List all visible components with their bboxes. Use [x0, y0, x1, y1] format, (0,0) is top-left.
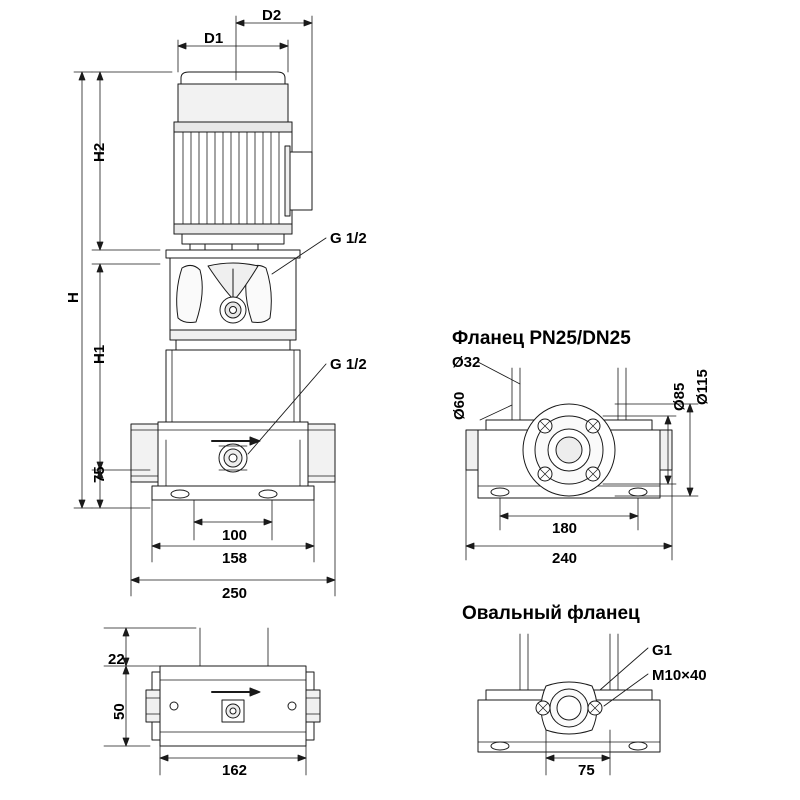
callout-g1: G1: [652, 642, 673, 659]
dimension-158: 158: [222, 550, 248, 567]
dimension-d60: Ø60: [451, 391, 468, 420]
dimension-100: 100: [222, 527, 248, 544]
dimension-d32: Ø32: [452, 354, 481, 371]
dimension-d85: Ø85: [671, 382, 688, 411]
dimension-162: 162: [222, 762, 248, 779]
callout-g-half-bottom: G 1/2: [330, 356, 367, 373]
dimension-50: 50: [111, 703, 128, 720]
dimension-75-height: 75: [91, 466, 108, 483]
dimension-d1: D1: [204, 30, 224, 47]
dimension-250: 250: [222, 585, 248, 602]
callout-g-half-top: G 1/2: [330, 230, 367, 247]
dimension-d2: D2: [262, 7, 282, 24]
flange-view-geometry: [466, 368, 672, 498]
dimension-h2: H2: [91, 142, 108, 162]
dimension-h: H: [65, 292, 82, 303]
front-view-geometry: [131, 72, 335, 500]
dimension-h1: H1: [91, 344, 108, 364]
oval-flange-section-title: Овальный фланец: [462, 603, 640, 624]
callout-m10x40: M10×40: [652, 667, 707, 684]
flange-section-title: Фланец PN25/DN25: [452, 328, 631, 349]
oval-flange-view-geometry: [478, 634, 660, 752]
top-view-geometry: [146, 628, 320, 746]
dimension-240: 240: [552, 550, 578, 567]
dimension-d115: Ø115: [694, 369, 711, 405]
dimension-22: 22: [108, 651, 125, 668]
dimension-75-oval: 75: [578, 762, 595, 779]
dimension-180: 180: [552, 520, 578, 537]
